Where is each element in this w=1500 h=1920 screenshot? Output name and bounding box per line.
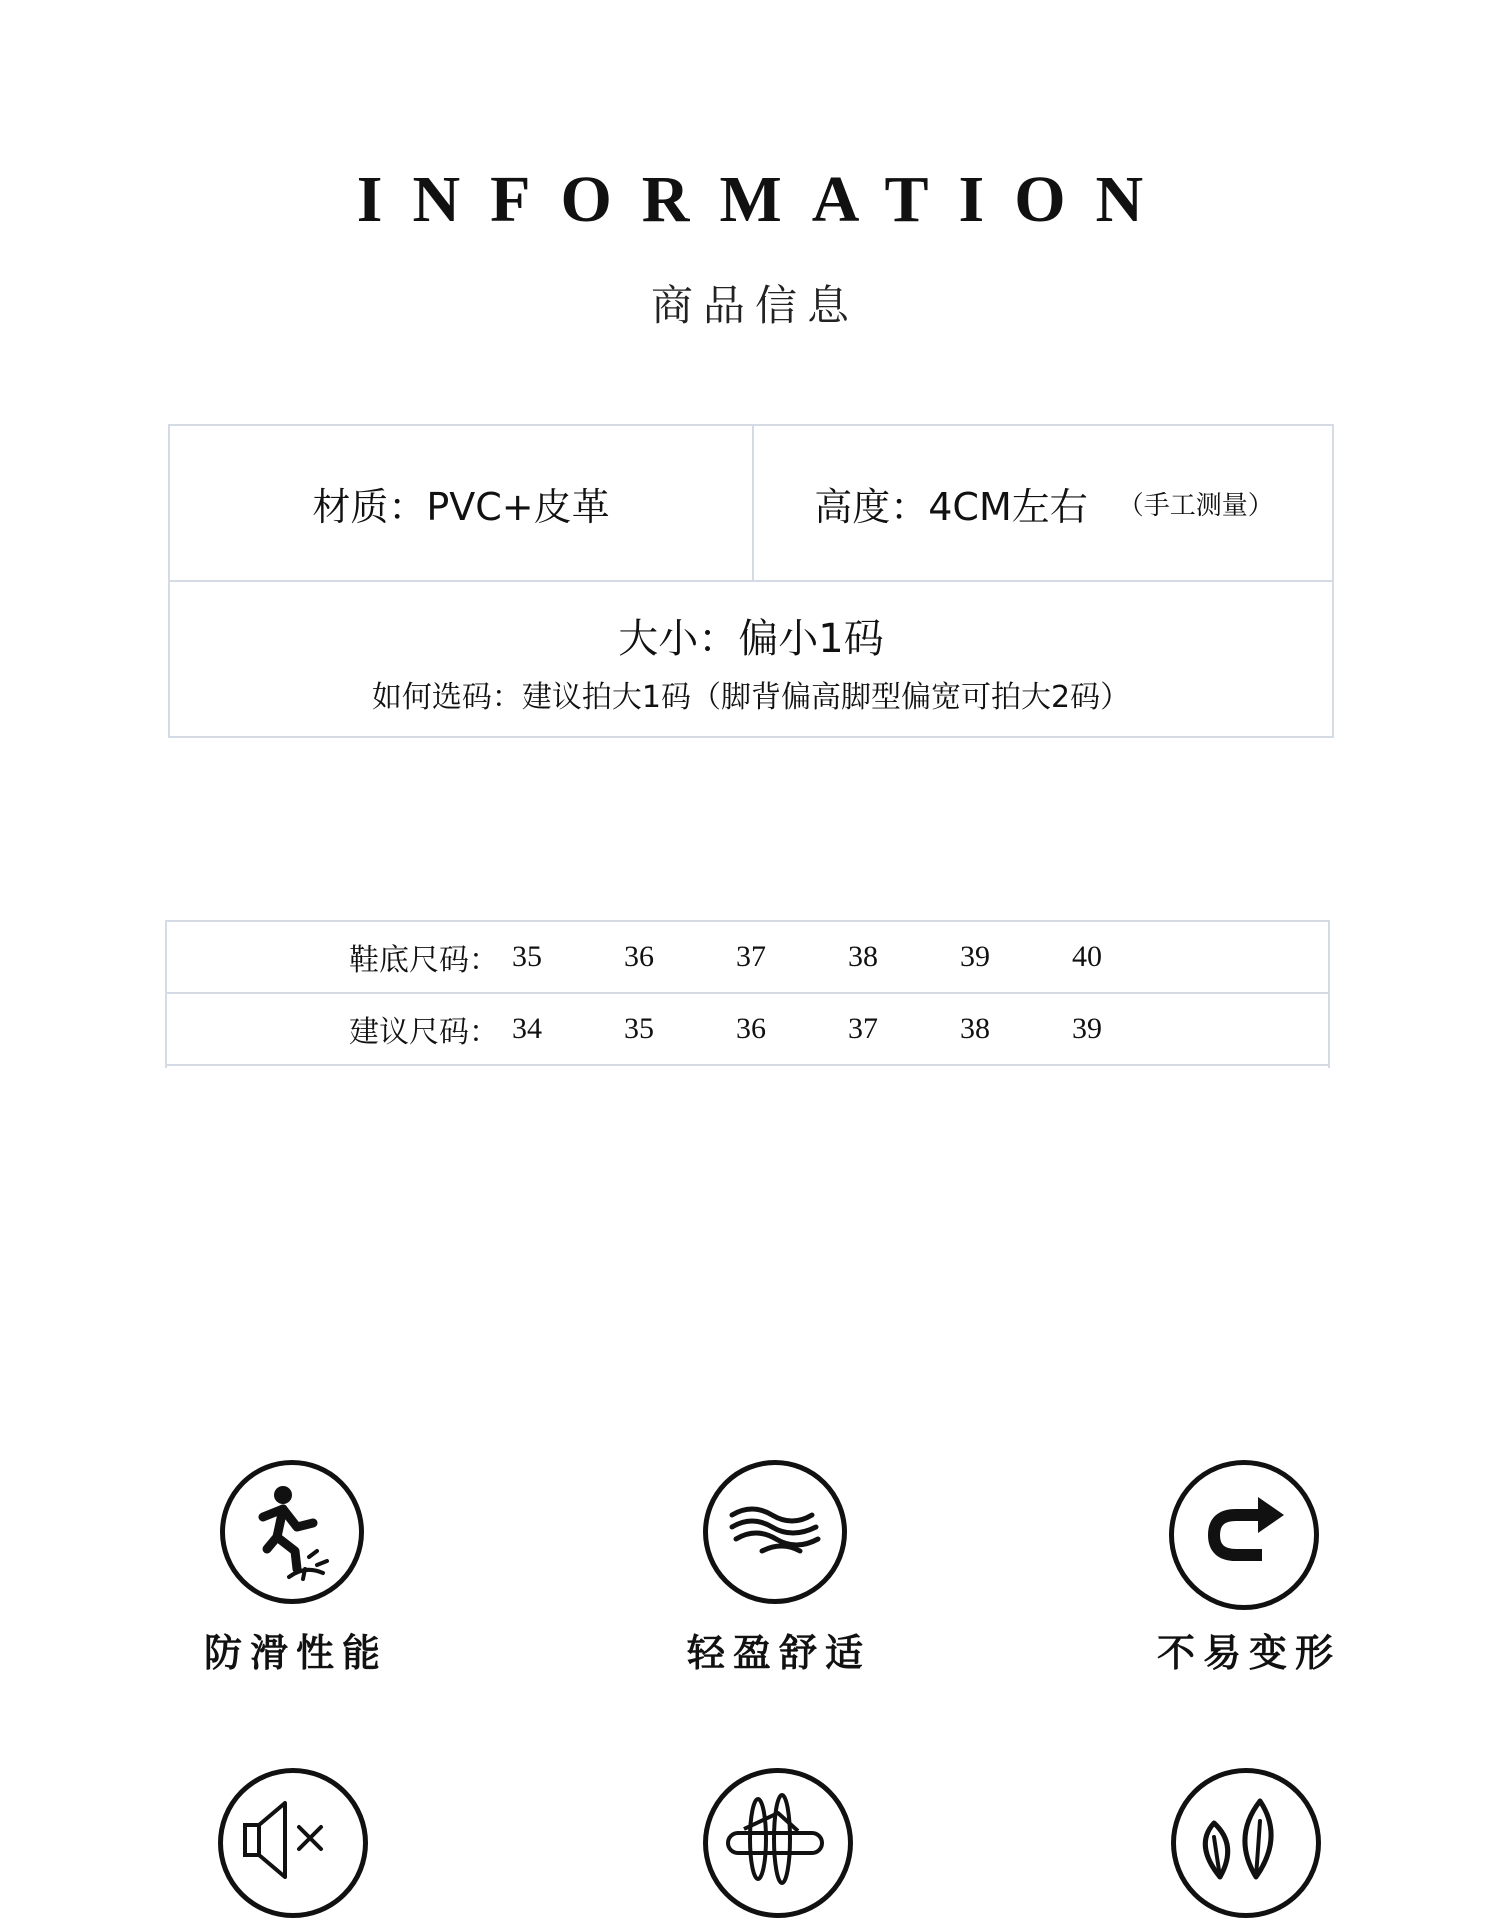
material-cell: [170, 426, 754, 580]
table-row: [167, 994, 1328, 1066]
size-value: 38: [960, 1012, 990, 1045]
page-title: INFORMATION: [356, 163, 1174, 236]
feature-breathable: [625, 1768, 925, 1920]
row-label: 建议尺码：: [349, 1015, 499, 1050]
page-subtitle: 商品信息: [650, 281, 859, 330]
info-row: [170, 426, 1332, 582]
size-value: 35: [624, 1012, 654, 1045]
feature-anti-slip: [142, 1460, 442, 1680]
material-text: 材质：PVC+皮革: [312, 484, 610, 529]
size-table: [165, 920, 1330, 1068]
table-row: [167, 922, 1328, 994]
height-note: （手工测量）: [1117, 490, 1274, 521]
size-value: 37: [848, 1012, 878, 1045]
size-value: 38: [848, 940, 878, 973]
size-value: 34: [512, 1012, 542, 1045]
size-value: 36: [624, 940, 654, 973]
leaf-icon: [1171, 1768, 1321, 1918]
size-value: 39: [960, 940, 990, 973]
how-to-choose-text: 如何选码：建议拍大1码（脚背偏高脚型偏宽可拍大2码）: [371, 680, 1131, 715]
row-label: 鞋底尺码：: [349, 943, 499, 978]
return-arrow-icon: [1169, 1460, 1319, 1610]
height-cell: [754, 426, 1334, 580]
info-table: [168, 424, 1334, 738]
height-text: 高度：4CM左右: [814, 484, 1088, 529]
feature-shape-retention: [1095, 1460, 1395, 1680]
breathable-icon: [703, 1768, 853, 1918]
size-value: 37: [736, 940, 766, 973]
size-value: 39: [1072, 1012, 1102, 1045]
size-value: 40: [1072, 940, 1102, 973]
wave-icon: [703, 1460, 847, 1604]
slip-resistant-icon: [220, 1460, 364, 1604]
size-value: 36: [736, 1012, 766, 1045]
feature-label: 不易变形: [1156, 1631, 1341, 1675]
size-value: 35: [512, 940, 542, 973]
mute-speaker-icon: [218, 1768, 368, 1918]
size-fit-text: 大小：偏小1码: [618, 616, 884, 662]
feature-lightweight: [625, 1460, 925, 1680]
feature-eco: [1095, 1768, 1395, 1920]
feature-label: 轻盈舒适: [686, 1631, 871, 1675]
feature-silent: [142, 1768, 442, 1920]
feature-label: 防滑性能: [203, 1631, 388, 1675]
